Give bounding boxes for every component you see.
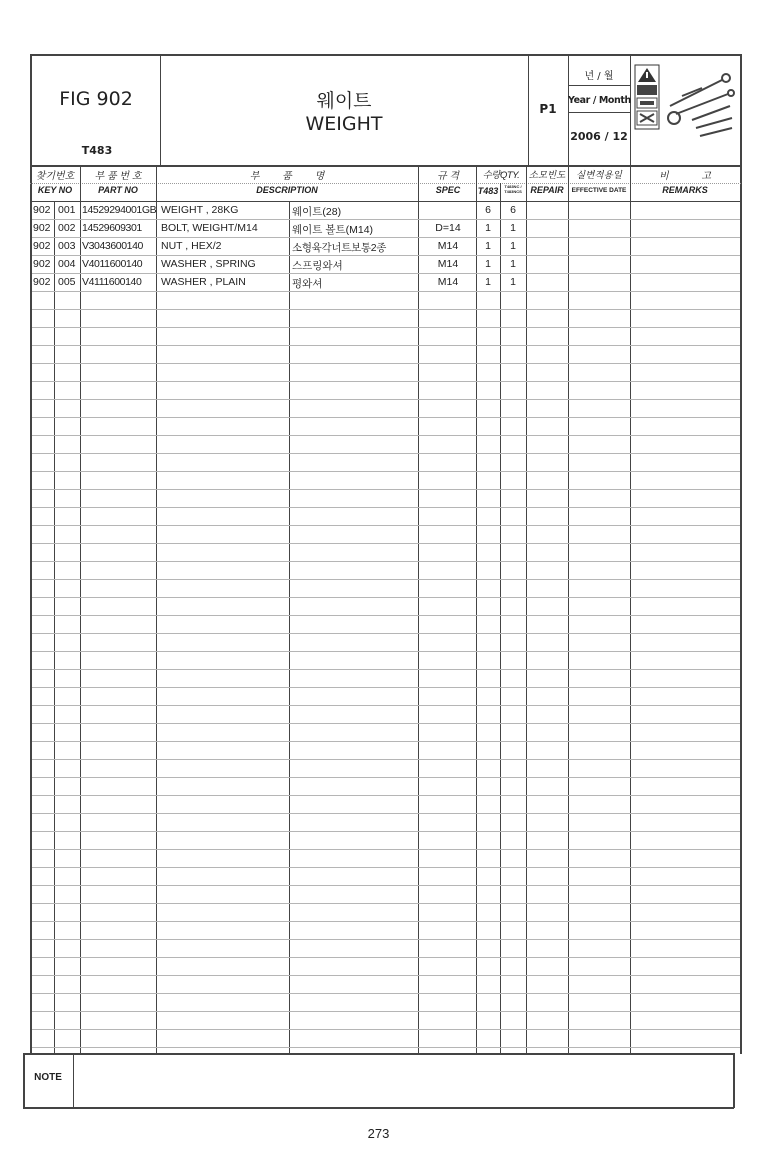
row-key: 001: [58, 204, 76, 216]
year-month-english: Year / Month: [568, 95, 631, 106]
row-fig: 902: [33, 222, 51, 234]
col-part-english: PART NO: [98, 185, 138, 195]
row-qty-a: 1: [485, 240, 491, 252]
row-spec: M14: [437, 240, 459, 252]
col-key-korean: 찾기번호: [35, 171, 75, 182]
row-rule: [32, 921, 740, 922]
row-rule: [32, 327, 740, 328]
year-month-korean: 년 / 월: [584, 71, 614, 82]
row-rule: [32, 1029, 740, 1030]
row-rule: [32, 1011, 740, 1012]
row-rule: [32, 615, 740, 616]
row-rule: [32, 723, 740, 724]
note-label: NOTE: [34, 1072, 62, 1083]
row-qty-b: 1: [510, 240, 516, 252]
row-key: 002: [58, 222, 76, 234]
table-row: [30, 273, 740, 291]
row-rule: [32, 579, 740, 580]
row-rule: [32, 291, 740, 292]
row-rule: [32, 975, 740, 976]
col-key-english: KEY NO: [37, 185, 73, 195]
row-rule: [32, 453, 740, 454]
row-part-number: 14529609301: [82, 222, 142, 234]
row-rule: [32, 813, 740, 814]
tools-icon: [662, 66, 736, 138]
row-spec: M14: [437, 276, 459, 288]
model-code: T483: [81, 144, 113, 157]
row-rule: [32, 741, 740, 742]
row-key: 003: [58, 240, 76, 252]
row-part-number: V3043600140: [82, 240, 143, 252]
row-description-english: NUT , HEX/2: [161, 240, 222, 252]
col-qty-a: T483: [477, 186, 499, 196]
col-effective-english: EFFECTIVE DATE: [571, 187, 627, 194]
row-rule: [32, 957, 740, 958]
col-effective-korean: 실변적용일: [576, 170, 622, 181]
row-rule: [32, 597, 740, 598]
col-spec-english: SPEC: [435, 185, 461, 195]
row-rule: [32, 831, 740, 832]
row-rule: [32, 1047, 740, 1048]
issue-date: 2006 / 12: [570, 130, 628, 143]
row-description-korean: 소형육각너트보통2종: [292, 242, 387, 254]
row-spec: D=14: [435, 222, 461, 234]
row-rule: [32, 309, 740, 310]
row-rule: [32, 687, 740, 688]
row-part-number: V4011600140: [82, 258, 143, 270]
row-rule: [32, 849, 740, 850]
table-row: [30, 219, 740, 237]
fig-number: FIG 902: [59, 88, 133, 110]
row-rule: [32, 885, 740, 886]
page-label: P1: [539, 102, 557, 116]
row-key: 005: [58, 276, 76, 288]
row-rule: [32, 363, 740, 364]
row-rule: [32, 633, 740, 634]
row-fig: 902: [33, 276, 51, 288]
row-description-english: WASHER , SPRING: [161, 258, 256, 270]
row-rule: [32, 525, 740, 526]
col-repair-korean: 소모빈도: [528, 170, 566, 181]
row-rule: [32, 759, 740, 760]
title-korean: 웨이트: [316, 90, 372, 112]
col-desc-english: DESCRIPTION: [256, 185, 318, 195]
row-rule: [32, 705, 740, 706]
row-rule: [32, 561, 740, 562]
row-rule: [32, 417, 740, 418]
row-rule: [32, 777, 740, 778]
row-fig: 902: [33, 204, 51, 216]
row-rule: [32, 489, 740, 490]
row-description-english: WASHER , PLAIN: [161, 276, 246, 288]
row-description-english: BOLT, WEIGHT/M14: [161, 222, 258, 234]
row-rule: [32, 939, 740, 940]
row-description-english: WEIGHT , 28KG: [161, 204, 239, 216]
col-qty-b: T483NC / T483NCS: [504, 184, 522, 194]
table-row: [30, 255, 740, 273]
row-part-number: 14529294001GB: [82, 204, 157, 216]
row-description-korean: 웨이트 볼트(M14): [292, 224, 374, 236]
row-rule: [32, 435, 740, 436]
row-qty-a: 1: [485, 222, 491, 234]
row-rule: [32, 651, 740, 652]
col-repair-english: REPAIR: [530, 185, 564, 195]
row-rule: [32, 669, 740, 670]
table-row: [30, 201, 740, 219]
row-qty-b: 1: [510, 276, 516, 288]
row-qty-a: 6: [485, 204, 491, 216]
row-rule: [32, 399, 740, 400]
row-rule: [32, 471, 740, 472]
row-description-korean: 웨이트(28): [292, 206, 342, 218]
col-remarks-korean: 비 고: [658, 171, 712, 182]
col-part-korean: 부 품 번 호: [94, 171, 142, 182]
row-rule: [32, 507, 740, 508]
col-spec-korean: 규 격: [436, 171, 460, 182]
row-qty-b: 1: [510, 258, 516, 270]
row-part-number: V4111600140: [82, 276, 142, 288]
page-number: 273: [367, 1126, 390, 1141]
row-key: 004: [58, 258, 76, 270]
table-row: [30, 237, 740, 255]
row-qty-b: 1: [510, 222, 516, 234]
row-rule: [32, 543, 740, 544]
row-qty-a: 1: [485, 276, 491, 288]
row-qty-a: 1: [485, 258, 491, 270]
row-rule: [32, 903, 740, 904]
col-qty-korean: 수량QTY.: [482, 170, 520, 181]
row-qty-b: 6: [510, 204, 516, 216]
col-desc-korean: 부 품 명: [249, 171, 325, 182]
row-fig: 902: [33, 240, 51, 252]
row-rule: [32, 867, 740, 868]
row-description-korean: 스프링와셔: [292, 260, 343, 272]
title-english: WEIGHT: [305, 113, 383, 135]
warning-icon: [634, 64, 660, 130]
row-rule: [32, 345, 740, 346]
col-remarks-english: REMARKS: [662, 185, 708, 195]
row-rule: [32, 993, 740, 994]
row-fig: 902: [33, 258, 51, 270]
row-description-korean: 평와셔: [292, 278, 323, 290]
row-rule: [32, 795, 740, 796]
row-spec: M14: [437, 258, 459, 270]
row-rule: [32, 381, 740, 382]
